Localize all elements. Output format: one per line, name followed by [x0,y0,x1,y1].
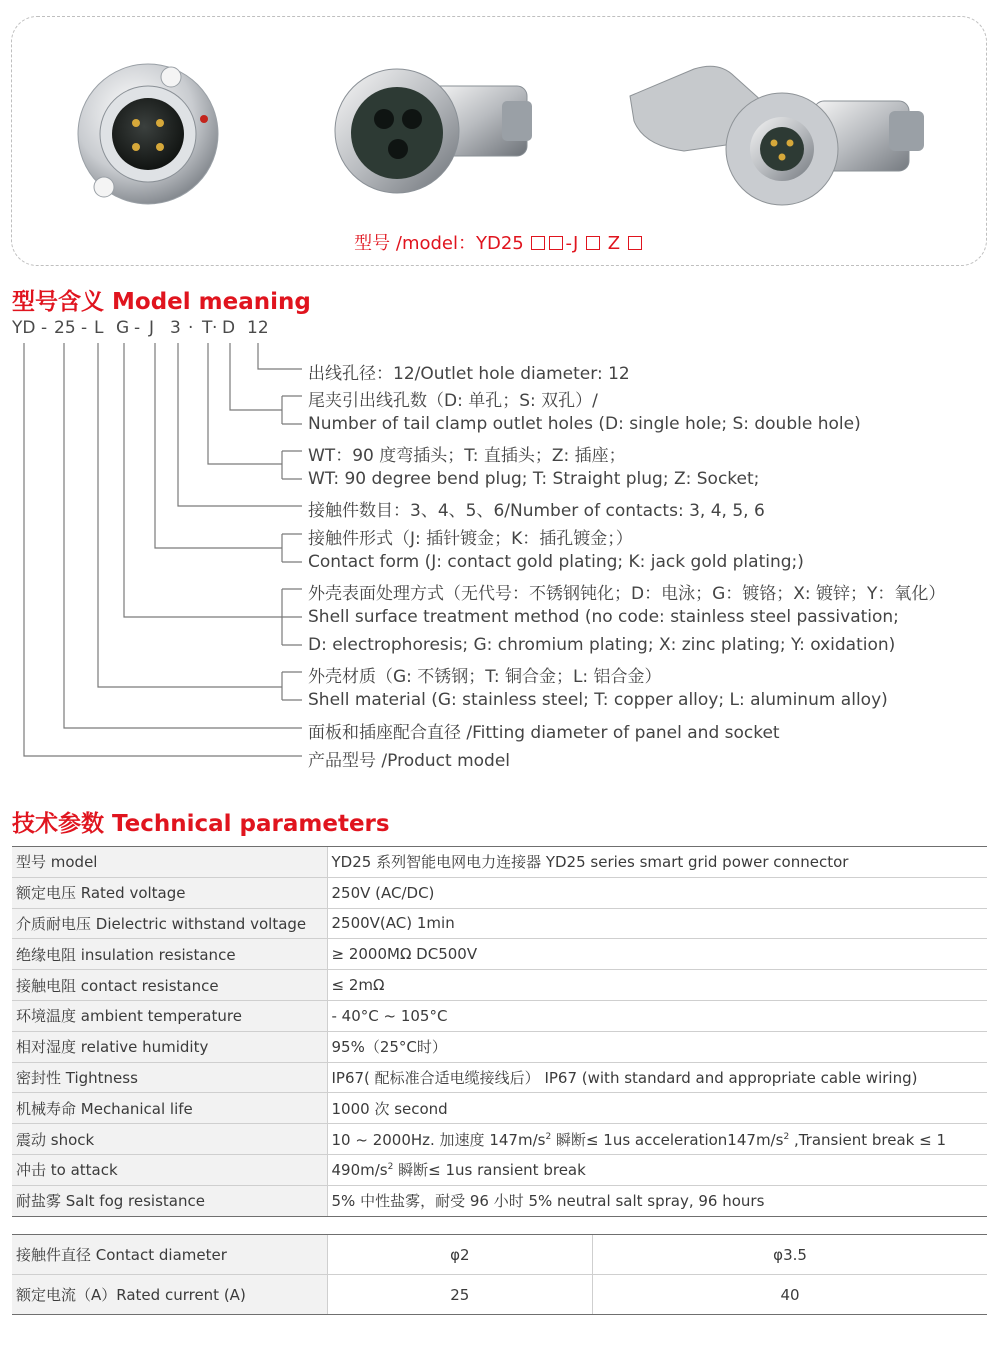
meaning-line: 接触件形式（J: 插针镀金；K：插孔镀金；） [308,529,633,549]
param-label: 额定电流（A）Rated current (A) [12,1275,327,1315]
code-part: 12 [247,318,269,338]
table-row [12,1093,987,1124]
param-label: 耐盐雾 Salt fog resistance [12,1185,327,1216]
param-label: 密封性 Tightness [12,1062,327,1093]
meaning-line: 尾夹引出线孔数（D: 单孔；S: 双孔）/ [308,391,598,411]
meaning-line: 面板和插座配合直径 /Fitting diameter of panel and socket [308,723,780,743]
param-value: IP67( 配标准合适电缆接线后） IP67 (with standard and appropriate cable wiring) [327,1062,987,1093]
code-part: G [116,318,130,338]
param-value: φ3.5 [593,1235,987,1275]
meaning-line: Number of tail clamp outlet holes (D: single hole; S: double hole) [308,414,861,434]
param-value: 40 [593,1275,987,1315]
table-row [12,908,987,939]
code-part: - [134,318,141,338]
param-value: ≤ 2mΩ [327,970,987,1001]
param-value: 25 [327,1275,593,1315]
param-label: 接触电阻 contact resistance [12,970,327,1001]
current-rating-table [12,1234,987,1315]
param-label: 绝缘电阻 insulation resistance [12,939,327,970]
param-label: 接触件直径 Contact diameter [12,1235,327,1275]
param-label: 冲击 to attack [12,1154,327,1185]
code-part: · [212,318,218,338]
param-value: 10 ~ 2000Hz. 加速度 $147m/s^2$ 瞬断≤ 1us $acceleration147m/s^2$ ,Transient break ≤ 1 [327,1124,987,1155]
param-label: 机械寿命 Mechanical life [12,1093,327,1124]
meaning-line: WT：90 度弯插头；T: 直插头；Z: 插座； [308,446,626,466]
meaning-line: Contact form (J: contact gold plating; K: jack gold plating;) [308,552,804,572]
code-part: - [41,318,48,338]
param-value: 2500V(AC) 1min [327,908,987,939]
model-meaning-heading: 型号含义 Model meaning [12,289,311,315]
table-row [12,1185,987,1216]
param-value: - 40°C ~ 105°C [327,1000,987,1031]
code-part: YD [12,318,36,338]
meaning-line: D: electrophoresis; G: chromium plating; X: zinc plating; Y: oxidation) [308,635,896,655]
code-part: T [202,318,213,338]
technical-parameters-table [12,846,987,1217]
param-value: 95%（25°C时） [327,1031,987,1062]
param-value: φ2 [327,1235,593,1275]
code-part: 3 [170,318,181,338]
code-part: D [222,318,236,338]
model-code-label: 型号 /model：YD25 -J Z [12,229,986,255]
table-row [12,1275,987,1315]
param-label: 介质耐电压 Dielectric withstand voltage [12,908,327,939]
table-row [12,1154,987,1185]
param-value: ≥ 2000MΩ DC500V [327,939,987,970]
code-part: · [188,318,194,338]
meaning-line: 产品型号 /Product model [308,751,511,771]
meaning-line: Shell material (G: stainless steel; T: copper alloy; L: aluminum alloy) [308,690,888,710]
param-value: YD25 系列智能电网电力连接器 YD25 series smart grid power connector [327,847,987,878]
param-value: 1000 次 second [327,1093,987,1124]
meaning-line: WT: 90 degree bend plug; T: Straight plug; Z: Socket; [308,469,760,489]
meaning-line: Shell surface treatment method (no code: stainless steel passivation; [308,607,899,627]
param-value: $490m/s^2$ 瞬断≤ 1us ransient break [327,1154,987,1185]
param-label: 额定电压 Rated voltage [12,877,327,908]
param-label: 型号 model [12,847,327,878]
table-row [12,1031,987,1062]
param-value: 250V (AC/DC) [327,877,987,908]
code-part: L [94,318,104,338]
meaning-line: 出线孔径：12/Outlet hole diameter: 12 [308,364,630,384]
table-row [12,970,987,1001]
code-part: - [81,318,88,338]
table-row [12,1124,987,1155]
meaning-line: 外壳表面处理方式（无代号：不锈钢钝化；D：电泳；G：镀铬；X: 镀锌；Y：氧化） [308,584,946,604]
param-label: 相对湿度 relative humidity [12,1031,327,1062]
technical-parameters-heading: 技术参数 Technical parameters [12,811,390,837]
table-row [12,1235,987,1275]
param-label: 震动 shock [12,1124,327,1155]
table-row [12,1062,987,1093]
table-row [12,877,987,908]
table-row [12,939,987,970]
param-label: 环境温度 ambient temperature [12,1000,327,1031]
code-part: J [149,318,155,338]
code-part: 25 [54,318,76,338]
meaning-line: 外壳材质（G: 不锈钢；T: 铜合金；L: 铝合金） [308,667,662,687]
meaning-line: 接触件数目：3、4、5、6/Number of contacts: 3, 4, 5, 6 [308,501,765,521]
table-row [12,847,987,878]
table-row [12,1000,987,1031]
param-value: 5% 中性盐雾，耐受 96 小时 5% neutral salt spray, 96 hours [327,1185,987,1216]
